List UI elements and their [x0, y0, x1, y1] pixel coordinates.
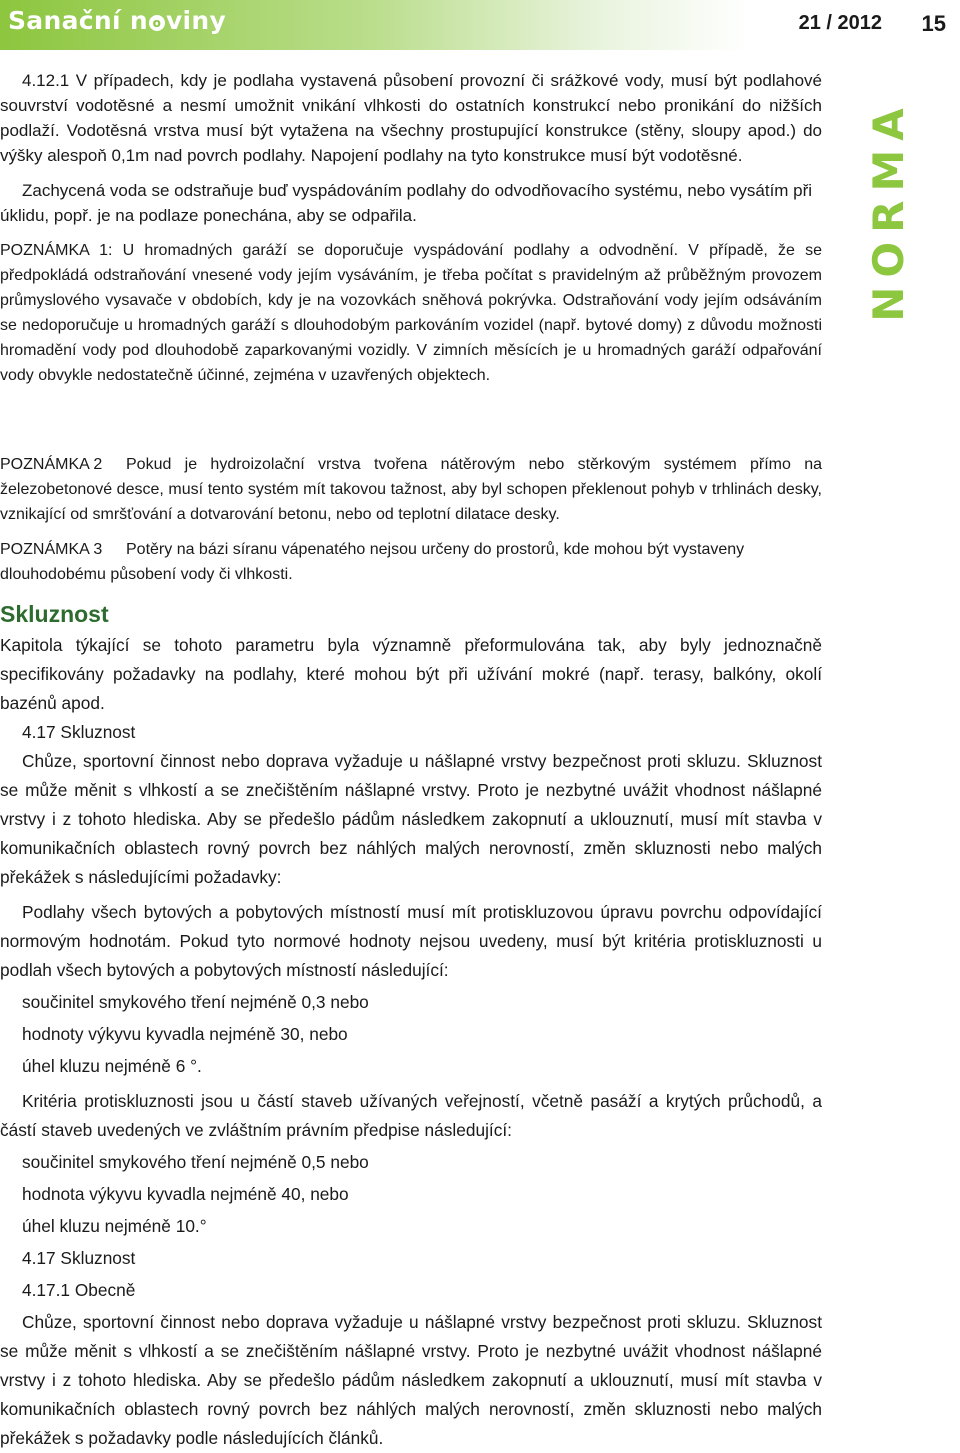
note-3-text: Potěry na bázi síranu vápenatého nejsou určeny do prostorů, kde mohou být vystaveny dlouhodobému působení vody či vlhkosti.: [0, 541, 745, 583]
paragraph-final: Chůze, sportovní činnost nebo doprava vyžaduje u nášlapné vrstvy bezpečnost proti skluzu. Skluznost se může měnit s vlhkostí a se znečištěním nášlapné vrstvy. Proto je nezbytné uvážit vhodnost nášlapné vrstvy i z tohoto hlediska. Aby se předešlo pádům následkem zakopnutí a uklouznutí, musí mít stavba v komunikačních oblastech rovný povrch bez náhlých malých nerovností, změn skluznosti nebo malých překážek s požadavky podle následujících článků.: [0, 1312, 822, 1448]
paragraph-4-17: Chůze, sportovní činnost nebo doprava vyžaduje u nášlapné vrstvy bezpečnost proti skluzu. Skluznost se může měnit s vlhkostí a se znečištěním nášlapné vrstvy. Proto je nezbytné uvážit vhodnost nášlapné vrstvy i z tohoto hlediska. Aby se předešlo pádům následkem zakopnutí a uklouznutí, musí mít stavba v komunikačních oblastech rovný povrch bez náhlých malých nerovností, změn skluznosti nebo malých překážek s následujícími požadavky:: [0, 751, 822, 887]
section-heading: Skluznost: [0, 601, 109, 627]
header-bar: [0, 0, 960, 50]
issue-number: 21 / 2012: [798, 12, 882, 34]
paragraph-drainage: Zachycená voda se odstraňuje buď vyspádováním podlahy do odvodňovacího systému, nebo vysátím při úklidu, popř. je na podlaze ponechána, aby se odpařila.: [0, 181, 813, 225]
main-text-block: [0, 452, 822, 1453]
subsection-title-4-17: 4.17 Skluznost: [22, 722, 136, 742]
note-3-label: POZNÁMKA 3: [0, 541, 103, 558]
note-1: POZNÁMKA 1: U hromadných garáží se doporučuje vyspádování podlahy a odvodnění. V případě, že se předpokládá odstraňování vnesené vody jejím vysáváním, je třeba počítat s pravidelným až průběžným provozem průmyslového vysavače v obdobích, kdy je na vozovkách sněhová pokrývka. Odstraňování vody jejím odsáváním se nedoporučuje u hromadných garáží s dlouhodobým parkováním vozidel (např. bytové domy) z důvodu možnosti hromadění vody pod dlouhodobě zaparkovanými vozidly. V zimních měsících je u hromadných garáží odpařování vody obvykle nedostatečně účinné, zejména v uzavřených objektech.: [0, 242, 822, 384]
top-text-block: [0, 68, 822, 388]
list2-item: úhel kluzu nejméně 10.°: [22, 1216, 207, 1236]
masthead-text-start: Sanační n: [8, 6, 148, 35]
note-2-label: POZNÁMKA 2: [0, 456, 103, 473]
paragraph-4-12-1: 4.12.1 V případech, kdy je podlaha vystavená působení provozní či srážkové vody, musí být podlahové souvrství vodotěsné a nesmí umožnit vnikání vlhkosti do ostatních konstrukcí nebo pronikání do nižších podlaží. Vodotěsná vrstva musí být vytažena na všechny prostupující konstrukce (stěny, sloupy apod.) do výšky alespoň 0,1m nad povrch podlahy. Napojení podlahy na tyto konstrukce musí být vodotěsné.: [0, 71, 822, 165]
note-3: [0, 537, 822, 587]
masthead-text-end: viny: [165, 6, 227, 35]
list1-item: úhel kluzu nejméně 6 °.: [22, 1056, 202, 1076]
subsection-title-4-17-b: 4.17 Skluznost: [22, 1248, 136, 1268]
page-number: 15: [921, 11, 946, 36]
list2-item: součinitel smykového tření nejméně 0,5 nebo: [22, 1152, 369, 1172]
list1-item: součinitel smykového tření nejméně 0,3 nebo: [22, 992, 369, 1012]
list2-item: hodnota výkyvu kyvadla nejméně 40, nebo: [22, 1184, 349, 1204]
section-intro: Kapitola týkající se tohoto parametru byla významně přeformulována tak, aby byly jednoznačně specifikovány požadavky na podlahy, které mohou být při užívání mokré (např. terasy, balkóny, okolí bazénů apod.: [0, 635, 822, 713]
side-label-text: NORMA: [863, 98, 913, 322]
paragraph-residential: Podlahy všech bytových a pobytových místností musí mít protiskluzovou úpravu povrchu odpovídající normovým hodnotám. Pokud tyto normové hodnoty nejsou uvedeny, musí být kritéria protiskluznosti u podlah všech bytových a pobytových místností následující:: [0, 902, 822, 980]
masthead-logo: [8, 6, 226, 35]
subsection-title-4-17-1: 4.17.1 Obecně: [22, 1280, 136, 1300]
masthead-o-mark: o: [149, 15, 165, 31]
section-side-label: [838, 80, 938, 340]
paragraph-public: Kritéria protiskluznosti jsou u částí staveb užívaných veřejností, včetně pasáží a krytých průchodů, a částí staveb uvedených ve zvláštním právním předpise následující:: [0, 1091, 822, 1140]
list1-item: hodnoty výkyvu kyvadla nejméně 30, nebo: [22, 1024, 348, 1044]
note-2-text: Pokud je hydroizolační vrstva tvořena nátěrovým nebo stěrkovým systémem přímo na železobetonové desce, musí tento systém mít takovou tažnost, aby byl schopen překlenout pohyb v trhlinách desky, vznikající od smršťování a dotvarování betonu, nebo od teplotní dilatace desky.: [0, 456, 822, 523]
note-2: [0, 452, 822, 527]
